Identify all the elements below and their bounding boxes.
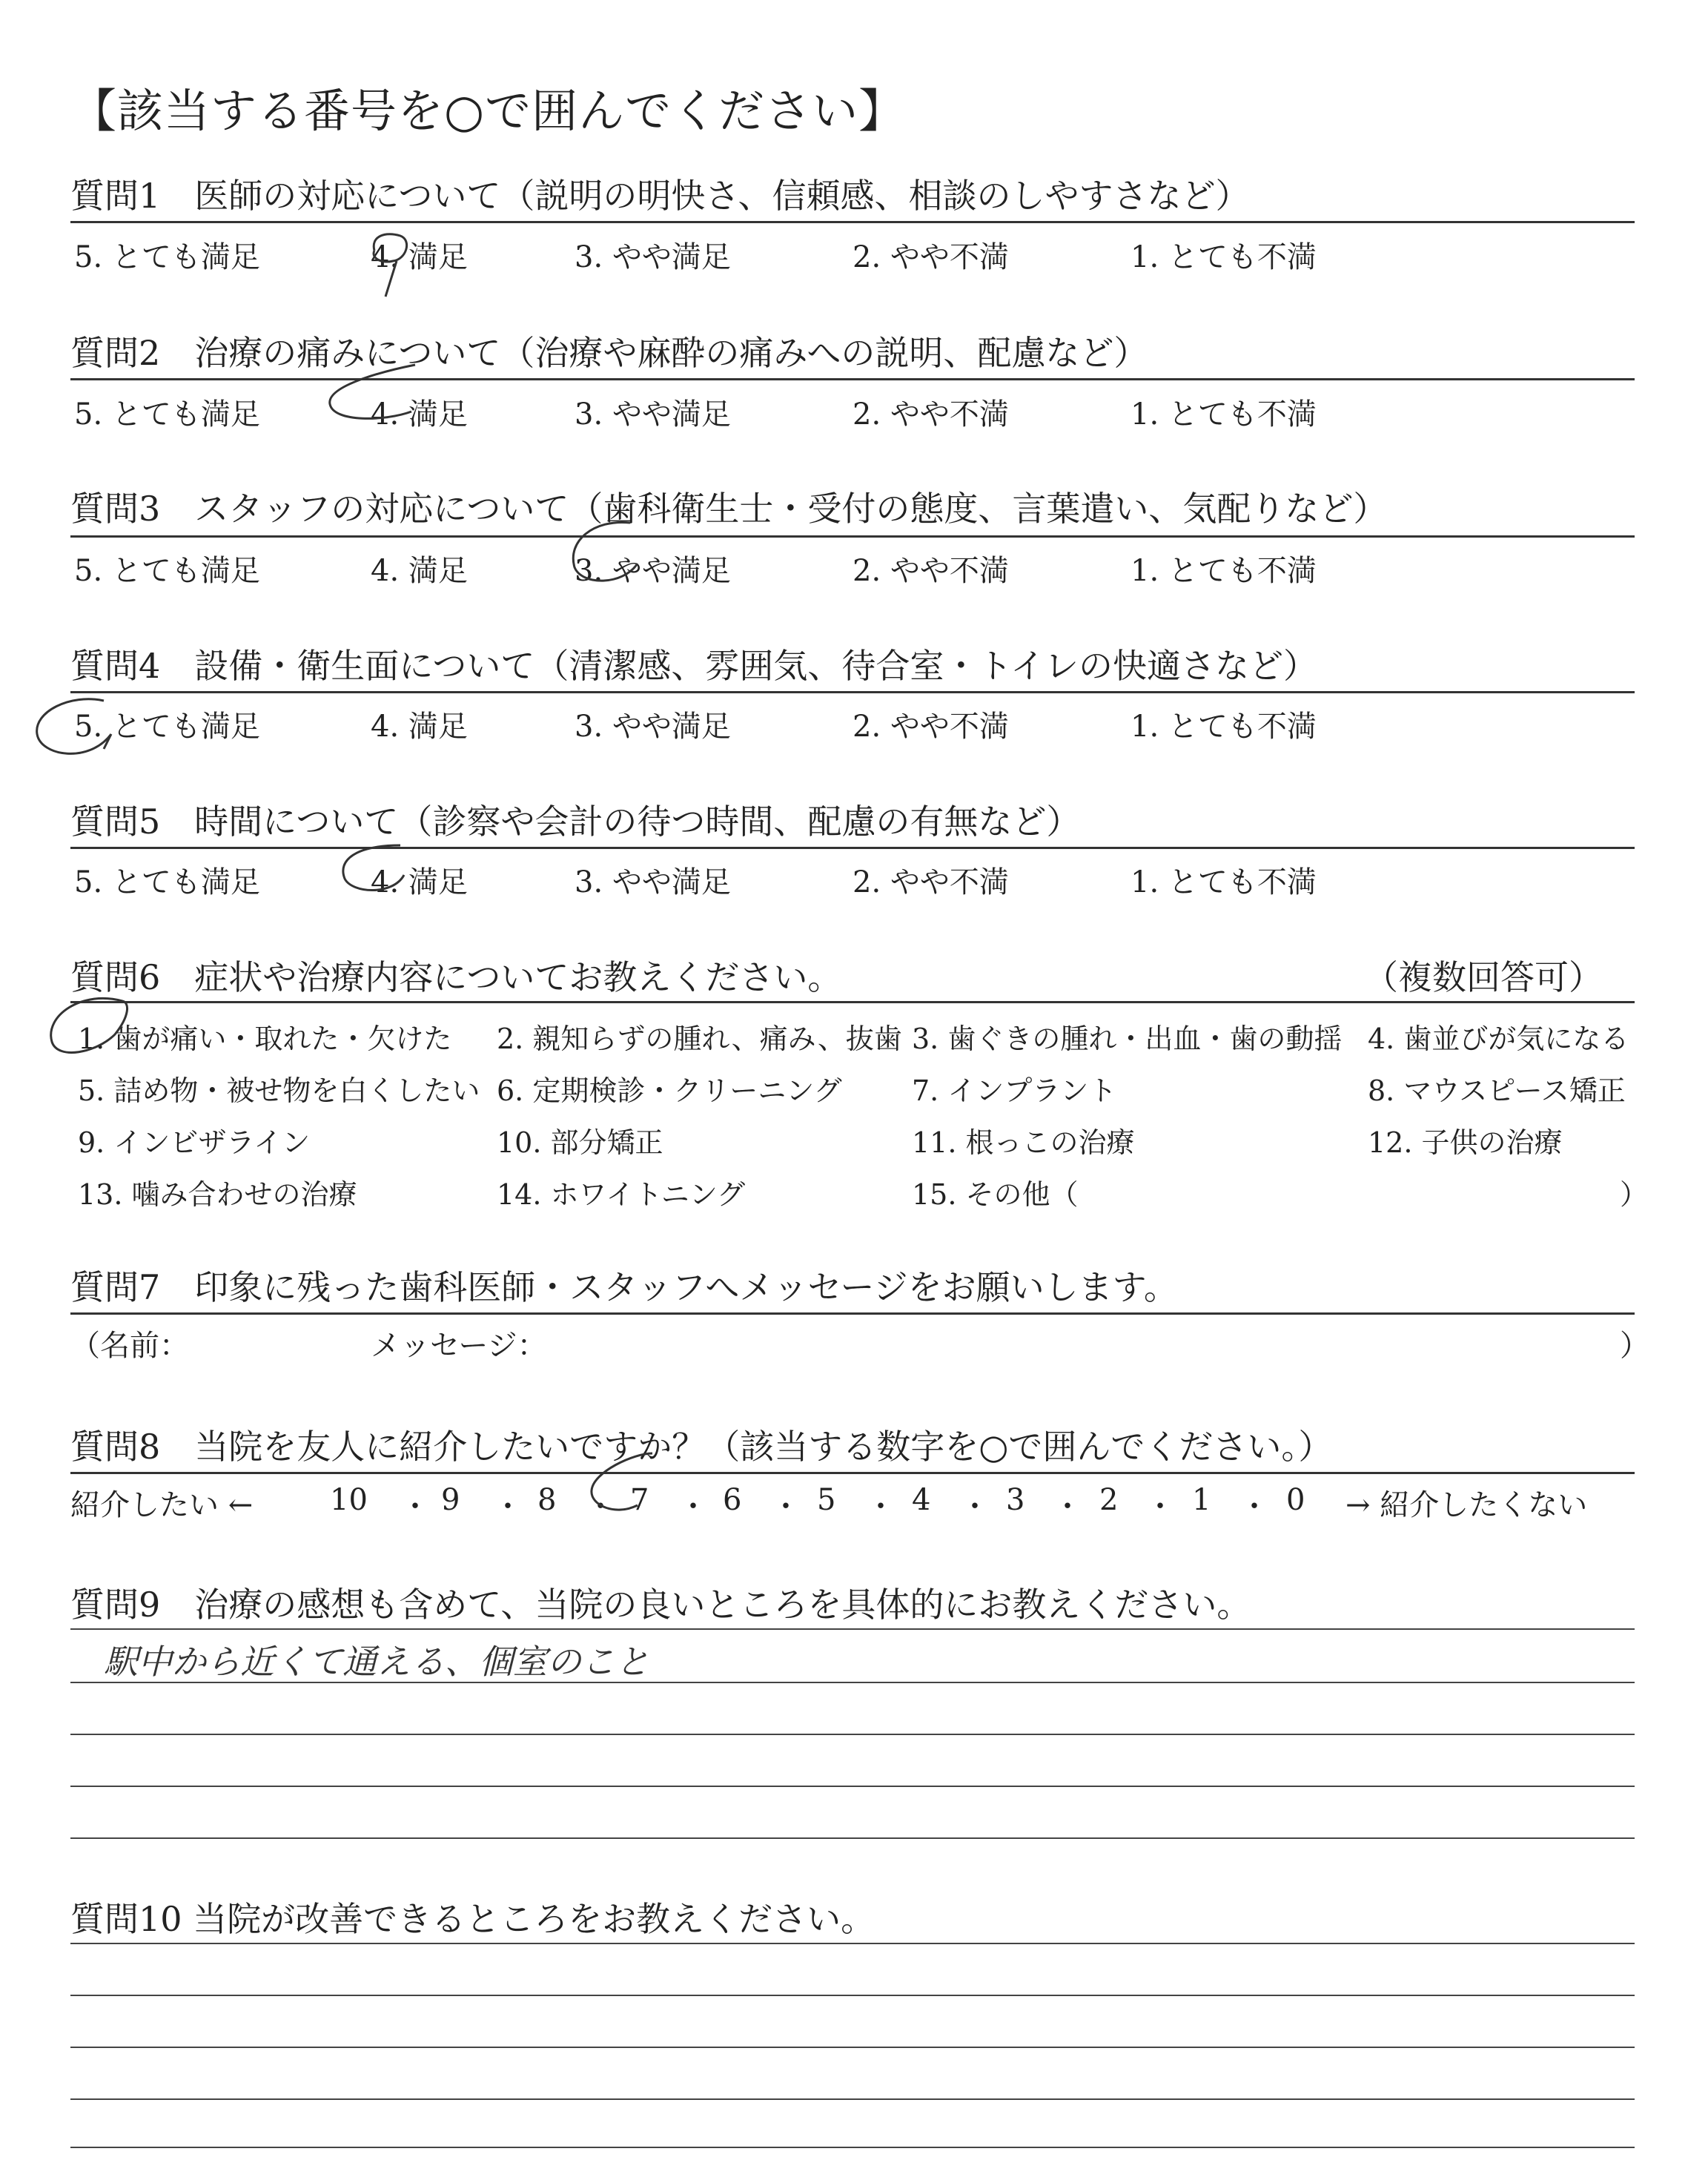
question-8-title: 質問8 当院を友人に紹介したいですか？（該当する数字を○で囲んでください。） bbox=[70, 1427, 1333, 1467]
q6-option-1[interactable]: 1. 歯が痛い・取れた・欠けた bbox=[78, 1023, 452, 1055]
q6-option-8[interactable]: 8. マウスピース矯正 bbox=[1368, 1074, 1626, 1107]
recommend-left-label: 紹介したい ← bbox=[70, 1488, 254, 1522]
answer-line bbox=[70, 1837, 1635, 1839]
divider bbox=[70, 691, 1635, 693]
multiple-answers-note: （複数回答可） bbox=[1364, 957, 1603, 997]
separator-dot: ・ bbox=[1239, 1490, 1269, 1524]
q4-option-3[interactable]: 3. やや満足 bbox=[575, 710, 731, 744]
recommend-score-1[interactable]: 1 bbox=[1192, 1483, 1211, 1517]
divider bbox=[70, 847, 1635, 849]
recommend-score-3[interactable]: 3 bbox=[1006, 1483, 1025, 1517]
separator-dot: ・ bbox=[771, 1490, 801, 1524]
separator-dot: ・ bbox=[1145, 1490, 1175, 1524]
question-10-title: 質問10 当院が改善できるところをお教えください。 bbox=[70, 1899, 875, 1939]
answer-line bbox=[70, 1786, 1635, 1787]
recommend-score-2[interactable]: 2 bbox=[1099, 1483, 1119, 1517]
q3-option-2[interactable]: 2. やや不満 bbox=[853, 554, 1009, 588]
q2-option-1[interactable]: 1. とても不満 bbox=[1131, 397, 1317, 432]
separator-dot: ・ bbox=[678, 1490, 708, 1524]
q6-option-5[interactable]: 5. 詰め物・被せ物を白くしたい bbox=[78, 1074, 480, 1107]
q3-option-5[interactable]: 5. とても満足 bbox=[74, 554, 260, 588]
q2-option-5[interactable]: 5. とても満足 bbox=[74, 397, 260, 432]
q4-option-4[interactable]: 4. 満足 bbox=[371, 710, 468, 744]
name-label: （名前： bbox=[70, 1329, 189, 1363]
recommend-score-7[interactable]: 7 bbox=[630, 1483, 649, 1517]
separator-dot: ・ bbox=[586, 1490, 615, 1524]
question-1-title: 質問1 医師の対応について（説明の明快さ、信頼感、相談のしやすさなど） bbox=[70, 176, 1250, 216]
recommend-score-9[interactable]: 9 bbox=[441, 1483, 460, 1517]
q1-option-2[interactable]: 2. やや不満 bbox=[853, 240, 1009, 274]
divider bbox=[70, 535, 1635, 538]
separator-dot: ・ bbox=[400, 1490, 430, 1524]
recommend-score-6[interactable]: 6 bbox=[723, 1483, 742, 1517]
q1-option-4[interactable]: 4. 満足 bbox=[371, 240, 468, 274]
q6-option-7[interactable]: 7. インプラント bbox=[912, 1074, 1117, 1107]
answer-line bbox=[70, 1995, 1635, 1996]
divider bbox=[70, 1312, 1635, 1315]
q6-option-13[interactable]: 13. 噛み合わせの治療 bbox=[78, 1178, 357, 1211]
question-7-title: 質問7 印象に残った歯科医師・スタッフへメッセージをお願いします。 bbox=[70, 1267, 1178, 1307]
answer-line bbox=[70, 1943, 1635, 1944]
separator-dot: ・ bbox=[493, 1490, 523, 1524]
q1-option-3[interactable]: 3. やや満足 bbox=[575, 240, 731, 274]
recommend-score-10[interactable]: 10 bbox=[330, 1483, 368, 1517]
divider bbox=[70, 1001, 1635, 1003]
q1-option-1[interactable]: 1. とても不満 bbox=[1131, 240, 1317, 274]
q6-option-15[interactable]: 15. その他（ bbox=[912, 1178, 1079, 1211]
recommend-score-4[interactable]: 4 bbox=[912, 1483, 931, 1517]
q5-option-4[interactable]: 4. 満足 bbox=[371, 865, 468, 899]
question-5-title: 質問5 時間について（診察や会計の待つ時間、配慮の有無など） bbox=[70, 802, 1081, 842]
answer-line bbox=[70, 2147, 1635, 2148]
separator-dot: ・ bbox=[1053, 1490, 1082, 1524]
separator-dot: ・ bbox=[960, 1490, 990, 1524]
answer-line bbox=[70, 1628, 1635, 1630]
q6-option-12[interactable]: 12. 子供の治療 bbox=[1368, 1126, 1563, 1159]
q6-option-10[interactable]: 10. 部分矯正 bbox=[497, 1126, 663, 1159]
q1-option-5[interactable]: 5. とても満足 bbox=[74, 240, 260, 274]
q3-option-3[interactable]: 3. やや満足 bbox=[575, 554, 731, 588]
q5-option-5[interactable]: 5. とても満足 bbox=[74, 865, 260, 899]
q2-option-2[interactable]: 2. やや不満 bbox=[853, 397, 1009, 432]
q5-option-1[interactable]: 1. とても不満 bbox=[1131, 865, 1317, 899]
q5-option-2[interactable]: 2. やや不満 bbox=[853, 865, 1009, 899]
q3-option-4[interactable]: 4. 満足 bbox=[371, 554, 468, 588]
question-9-title: 質問9 治療の感想も含めて、当院の良いところを具体的にお教えください。 bbox=[70, 1585, 1251, 1625]
q2-option-4[interactable]: 4. 満足 bbox=[371, 397, 468, 432]
q2-option-3[interactable]: 3. やや満足 bbox=[575, 397, 731, 432]
recommend-right-label: → 紹介したくない bbox=[1345, 1488, 1588, 1522]
recommend-score-5[interactable]: 5 bbox=[817, 1483, 836, 1517]
question-6-title: 質問6 症状や治療内容についてお教えください。 bbox=[70, 957, 842, 997]
divider bbox=[70, 1472, 1635, 1474]
q6-option-3[interactable]: 3. 歯ぐきの腫れ・出血・歯の動揺 bbox=[912, 1023, 1343, 1055]
recommend-score-0[interactable]: 0 bbox=[1286, 1483, 1305, 1517]
q6-option-4[interactable]: 4. 歯並びが気になる bbox=[1368, 1023, 1629, 1055]
message-label: メッセージ： bbox=[371, 1329, 547, 1363]
page-title: 【該当する番号を○で囲んでください】 bbox=[70, 84, 906, 138]
q6-option-11[interactable]: 11. 根っこの治療 bbox=[912, 1126, 1135, 1159]
q9-handwritten-answer[interactable]: 駅中から近くて通える、個室のこと bbox=[104, 1642, 649, 1682]
q6-option-2[interactable]: 2. 親知らずの腫れ、痛み、抜歯 bbox=[497, 1023, 902, 1055]
question-3-title: 質問3 スタッフの対応について（歯科衛生士・受付の態度、言葉遣い、気配りなど） bbox=[70, 489, 1388, 529]
answer-line bbox=[70, 1682, 1635, 1683]
divider bbox=[70, 221, 1635, 223]
q6-other-close-paren: ） bbox=[1620, 1178, 1649, 1211]
q6-option-14[interactable]: 14. ホワイトニング bbox=[497, 1178, 746, 1211]
message-close-paren: ） bbox=[1620, 1329, 1649, 1363]
divider bbox=[70, 378, 1635, 380]
q6-option-9[interactable]: 9. インビザライン bbox=[78, 1126, 311, 1159]
q3-option-1[interactable]: 1. とても不満 bbox=[1131, 554, 1317, 588]
separator-dot: ・ bbox=[866, 1490, 896, 1524]
q4-option-2[interactable]: 2. やや不満 bbox=[853, 710, 1009, 744]
q4-option-5[interactable]: 5. とても満足 bbox=[74, 710, 260, 744]
answer-line bbox=[70, 2098, 1635, 2100]
q5-option-3[interactable]: 3. やや満足 bbox=[575, 865, 731, 899]
answer-line bbox=[70, 1734, 1635, 1735]
question-4-title: 質問4 設備・衛生面について（清潔感、雰囲気、待合室・トイレの快適さなど） bbox=[70, 646, 1318, 686]
q4-option-1[interactable]: 1. とても不満 bbox=[1131, 710, 1317, 744]
question-2-title: 質問2 治療の痛みについて（治療や麻酔の痛みへの説明、配慮など） bbox=[70, 333, 1148, 373]
q6-option-6[interactable]: 6. 定期検診・クリーニング bbox=[497, 1074, 842, 1107]
answer-line bbox=[70, 2047, 1635, 2048]
recommend-score-8[interactable]: 8 bbox=[537, 1483, 557, 1517]
